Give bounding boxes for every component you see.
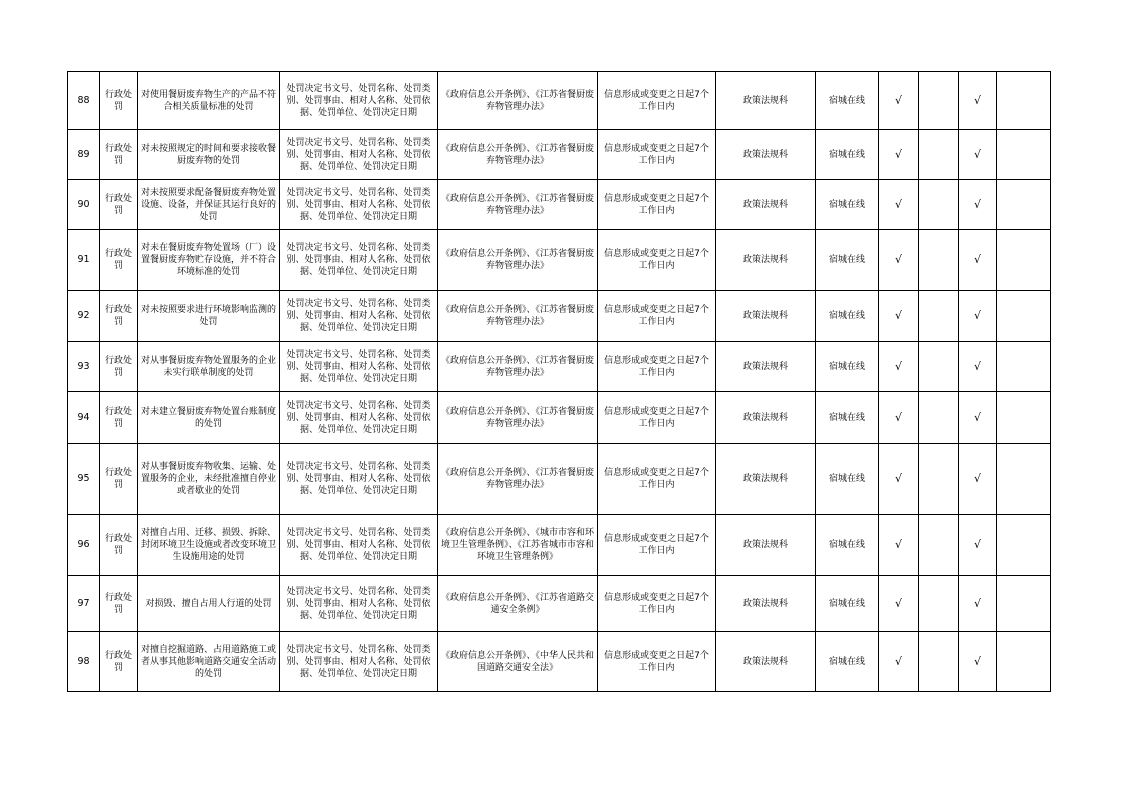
remark-cell bbox=[997, 72, 1051, 130]
item-number: 94 bbox=[68, 392, 100, 444]
check-mark-c: √ bbox=[959, 342, 997, 392]
channel-cell: 宿城在线 bbox=[816, 342, 879, 392]
responsible-subject-cell: 政策法规科 bbox=[716, 392, 816, 444]
check-mark-a: √ bbox=[879, 576, 919, 632]
disclosure-basis-cell: 《政府信息公开条例》、《江苏省餐厨废弃物管理办法》 bbox=[438, 444, 598, 515]
item-number: 91 bbox=[68, 230, 100, 291]
item-number: 97 bbox=[68, 576, 100, 632]
time-limit-cell: 信息形成或变更之日起7个工作日内 bbox=[598, 130, 716, 180]
disclosure-content-cell: 处罚决定书文号、处罚名称、处罚类别、处罚事由、相对人名称、处罚依据、处罚单位、处罚决定日期 bbox=[280, 291, 438, 342]
remark-cell bbox=[997, 342, 1051, 392]
item-name-cell: 对未按照要求配备餐厨废弃物处置设施、设备，并保证其运行良好的处罚 bbox=[138, 180, 280, 230]
disclosure-table bbox=[67, 71, 1051, 692]
responsible-subject-cell: 政策法规科 bbox=[716, 230, 816, 291]
time-limit-cell: 信息形成或变更之日起7个工作日内 bbox=[598, 576, 716, 632]
time-limit-cell: 信息形成或变更之日起7个工作日内 bbox=[598, 392, 716, 444]
category-cell: 行政处罚 bbox=[100, 444, 138, 515]
item-name-cell: 对未按照规定的时间和要求接收餐厨废弃物的处罚 bbox=[138, 130, 280, 180]
disclosure-content-cell: 处罚决定书文号、处罚名称、处罚类别、处罚事由、相对人名称、处罚依据、处罚单位、处罚决定日期 bbox=[280, 180, 438, 230]
item-name-cell: 对擅自挖掘道路、占用道路施工或者从事其他影响道路交通安全活动的处罚 bbox=[138, 632, 280, 692]
category-cell: 行政处罚 bbox=[100, 180, 138, 230]
responsible-subject-cell: 政策法规科 bbox=[716, 632, 816, 692]
item-number: 89 bbox=[68, 130, 100, 180]
item-name-cell: 对擅自占用、迁移、损毁、拆除、封闭环境卫生设施或者改变环境卫生设施用途的处罚 bbox=[138, 515, 280, 576]
check-mark-a: √ bbox=[879, 515, 919, 576]
table-row bbox=[68, 576, 1051, 632]
disclosure-content-cell: 处罚决定书文号、处罚名称、处罚类别、处罚事由、相对人名称、处罚依据、处罚单位、处罚决定日期 bbox=[280, 632, 438, 692]
time-limit-cell: 信息形成或变更之日起7个工作日内 bbox=[598, 180, 716, 230]
time-limit-cell: 信息形成或变更之日起7个工作日内 bbox=[598, 72, 716, 130]
check-mark-a: √ bbox=[879, 72, 919, 130]
responsible-subject-cell: 政策法规科 bbox=[716, 515, 816, 576]
disclosure-content-cell: 处罚决定书文号、处罚名称、处罚类别、处罚事由、相对人名称、处罚依据、处罚单位、处罚决定日期 bbox=[280, 392, 438, 444]
channel-cell: 宿城在线 bbox=[816, 291, 879, 342]
category-cell: 行政处罚 bbox=[100, 392, 138, 444]
time-limit-cell: 信息形成或变更之日起7个工作日内 bbox=[598, 291, 716, 342]
responsible-subject-cell: 政策法规科 bbox=[716, 291, 816, 342]
responsible-subject-cell: 政策法规科 bbox=[716, 576, 816, 632]
disclosure-basis-cell: 《政府信息公开条例》、《江苏省餐厨废弃物管理办法》 bbox=[438, 342, 598, 392]
item-number: 92 bbox=[68, 291, 100, 342]
disclosure-content-cell: 处罚决定书文号、处罚名称、处罚类别、处罚事由、相对人名称、处罚依据、处罚单位、处罚决定日期 bbox=[280, 72, 438, 130]
disclosure-basis-cell: 《政府信息公开条例》、《江苏省餐厨废弃物管理办法》 bbox=[438, 72, 598, 130]
disclosure-basis-cell: 《政府信息公开条例》、《江苏省餐厨废弃物管理办法》 bbox=[438, 392, 598, 444]
table-row bbox=[68, 180, 1051, 230]
check-mark-c: √ bbox=[959, 291, 997, 342]
table-row bbox=[68, 632, 1051, 692]
time-limit-cell: 信息形成或变更之日起7个工作日内 bbox=[598, 515, 716, 576]
table-row bbox=[68, 342, 1051, 392]
table-row bbox=[68, 230, 1051, 291]
time-limit-cell: 信息形成或变更之日起7个工作日内 bbox=[598, 632, 716, 692]
check-mark-b bbox=[919, 130, 959, 180]
item-number: 93 bbox=[68, 342, 100, 392]
time-limit-cell: 信息形成或变更之日起7个工作日内 bbox=[598, 444, 716, 515]
item-number: 90 bbox=[68, 180, 100, 230]
disclosure-content-cell: 处罚决定书文号、处罚名称、处罚类别、处罚事由、相对人名称、处罚依据、处罚单位、处罚决定日期 bbox=[280, 576, 438, 632]
disclosure-basis-cell: 《政府信息公开条例》、《江苏省餐厨废弃物管理办法》 bbox=[438, 230, 598, 291]
table-row bbox=[68, 515, 1051, 576]
category-cell: 行政处罚 bbox=[100, 576, 138, 632]
responsible-subject-cell: 政策法规科 bbox=[716, 444, 816, 515]
responsible-subject-cell: 政策法规科 bbox=[716, 130, 816, 180]
remark-cell bbox=[997, 444, 1051, 515]
channel-cell: 宿城在线 bbox=[816, 515, 879, 576]
check-mark-a: √ bbox=[879, 342, 919, 392]
check-mark-c: √ bbox=[959, 515, 997, 576]
channel-cell: 宿城在线 bbox=[816, 576, 879, 632]
category-cell: 行政处罚 bbox=[100, 72, 138, 130]
check-mark-a: √ bbox=[879, 180, 919, 230]
time-limit-cell: 信息形成或变更之日起7个工作日内 bbox=[598, 342, 716, 392]
check-mark-b bbox=[919, 72, 959, 130]
responsible-subject-cell: 政策法规科 bbox=[716, 342, 816, 392]
channel-cell: 宿城在线 bbox=[816, 130, 879, 180]
remark-cell bbox=[997, 576, 1051, 632]
check-mark-c: √ bbox=[959, 230, 997, 291]
disclosure-content-cell: 处罚决定书文号、处罚名称、处罚类别、处罚事由、相对人名称、处罚依据、处罚单位、处罚决定日期 bbox=[280, 515, 438, 576]
item-number: 96 bbox=[68, 515, 100, 576]
check-mark-a: √ bbox=[879, 392, 919, 444]
check-mark-c: √ bbox=[959, 72, 997, 130]
disclosure-content-cell: 处罚决定书文号、处罚名称、处罚类别、处罚事由、相对人名称、处罚依据、处罚单位、处罚决定日期 bbox=[280, 230, 438, 291]
check-mark-a: √ bbox=[879, 130, 919, 180]
table-body bbox=[68, 72, 1051, 692]
check-mark-a: √ bbox=[879, 291, 919, 342]
check-mark-b bbox=[919, 576, 959, 632]
check-mark-b bbox=[919, 342, 959, 392]
remark-cell bbox=[997, 230, 1051, 291]
remark-cell bbox=[997, 515, 1051, 576]
disclosure-basis-cell: 《政府信息公开条例》、《江苏省餐厨废弃物管理办法》 bbox=[438, 130, 598, 180]
channel-cell: 宿城在线 bbox=[816, 632, 879, 692]
category-cell: 行政处罚 bbox=[100, 230, 138, 291]
channel-cell: 宿城在线 bbox=[816, 444, 879, 515]
remark-cell bbox=[997, 392, 1051, 444]
disclosure-content-cell: 处罚决定书文号、处罚名称、处罚类别、处罚事由、相对人名称、处罚依据、处罚单位、处罚决定日期 bbox=[280, 342, 438, 392]
disclosure-content-cell: 处罚决定书文号、处罚名称、处罚类别、处罚事由、相对人名称、处罚依据、处罚单位、处罚决定日期 bbox=[280, 130, 438, 180]
category-cell: 行政处罚 bbox=[100, 515, 138, 576]
remark-cell bbox=[997, 632, 1051, 692]
item-name-cell: 对未在餐厨废弃物处置场（厂）设置餐厨废弃物贮存设施，并不符合环境标准的处罚 bbox=[138, 230, 280, 291]
check-mark-c: √ bbox=[959, 392, 997, 444]
channel-cell: 宿城在线 bbox=[816, 72, 879, 130]
category-cell: 行政处罚 bbox=[100, 342, 138, 392]
item-name-cell: 对未建立餐厨废弃物处置台账制度的处罚 bbox=[138, 392, 280, 444]
check-mark-c: √ bbox=[959, 632, 997, 692]
item-number: 98 bbox=[68, 632, 100, 692]
disclosure-basis-cell: 《政府信息公开条例》、《江苏省道路交通安全条例》 bbox=[438, 576, 598, 632]
table-row bbox=[68, 392, 1051, 444]
check-mark-b bbox=[919, 632, 959, 692]
category-cell: 行政处罚 bbox=[100, 291, 138, 342]
disclosure-basis-cell: 《政府信息公开条例》、《中华人民共和国道路交通安全法》 bbox=[438, 632, 598, 692]
item-name-cell: 对未按照要求进行环境影响监测的处罚 bbox=[138, 291, 280, 342]
check-mark-c: √ bbox=[959, 444, 997, 515]
check-mark-b bbox=[919, 515, 959, 576]
item-name-cell: 对从事餐厨废弃物处置服务的企业未实行联单制度的处罚 bbox=[138, 342, 280, 392]
channel-cell: 宿城在线 bbox=[816, 180, 879, 230]
remark-cell bbox=[997, 130, 1051, 180]
check-mark-c: √ bbox=[959, 180, 997, 230]
table-row bbox=[68, 291, 1051, 342]
category-cell: 行政处罚 bbox=[100, 130, 138, 180]
check-mark-b bbox=[919, 392, 959, 444]
check-mark-b bbox=[919, 230, 959, 291]
check-mark-c: √ bbox=[959, 576, 997, 632]
channel-cell: 宿城在线 bbox=[816, 230, 879, 291]
check-mark-b bbox=[919, 444, 959, 515]
table-row bbox=[68, 444, 1051, 515]
item-name-cell: 对损毁、擅自占用人行道的处罚 bbox=[138, 576, 280, 632]
category-cell: 行政处罚 bbox=[100, 632, 138, 692]
item-name-cell: 对使用餐厨废弃物生产的产品不符合相关质量标准的处罚 bbox=[138, 72, 280, 130]
check-mark-c: √ bbox=[959, 130, 997, 180]
channel-cell: 宿城在线 bbox=[816, 392, 879, 444]
disclosure-basis-cell: 《政府信息公开条例》、《城市市容和环境卫生管理条例》、《江苏省城市市容和环境卫生管理条例》 bbox=[438, 515, 598, 576]
remark-cell bbox=[997, 291, 1051, 342]
responsible-subject-cell: 政策法规科 bbox=[716, 72, 816, 130]
check-mark-b bbox=[919, 180, 959, 230]
check-mark-a: √ bbox=[879, 632, 919, 692]
responsible-subject-cell: 政策法规科 bbox=[716, 180, 816, 230]
check-mark-b bbox=[919, 291, 959, 342]
disclosure-basis-cell: 《政府信息公开条例》、《江苏省餐厨废弃物管理办法》 bbox=[438, 291, 598, 342]
disclosure-content-cell: 处罚决定书文号、处罚名称、处罚类别、处罚事由、相对人名称、处罚依据、处罚单位、处罚决定日期 bbox=[280, 444, 438, 515]
time-limit-cell: 信息形成或变更之日起7个工作日内 bbox=[598, 230, 716, 291]
item-number: 88 bbox=[68, 72, 100, 130]
table-row bbox=[68, 72, 1051, 130]
item-name-cell: 对从事餐厨废弃物收集、运输、处置服务的企业，未经批准擅自停业或者歇业的处罚 bbox=[138, 444, 280, 515]
check-mark-a: √ bbox=[879, 230, 919, 291]
disclosure-basis-cell: 《政府信息公开条例》、《江苏省餐厨废弃物管理办法》 bbox=[438, 180, 598, 230]
item-number: 95 bbox=[68, 444, 100, 515]
remark-cell bbox=[997, 180, 1051, 230]
check-mark-a: √ bbox=[879, 444, 919, 515]
table-row bbox=[68, 130, 1051, 180]
